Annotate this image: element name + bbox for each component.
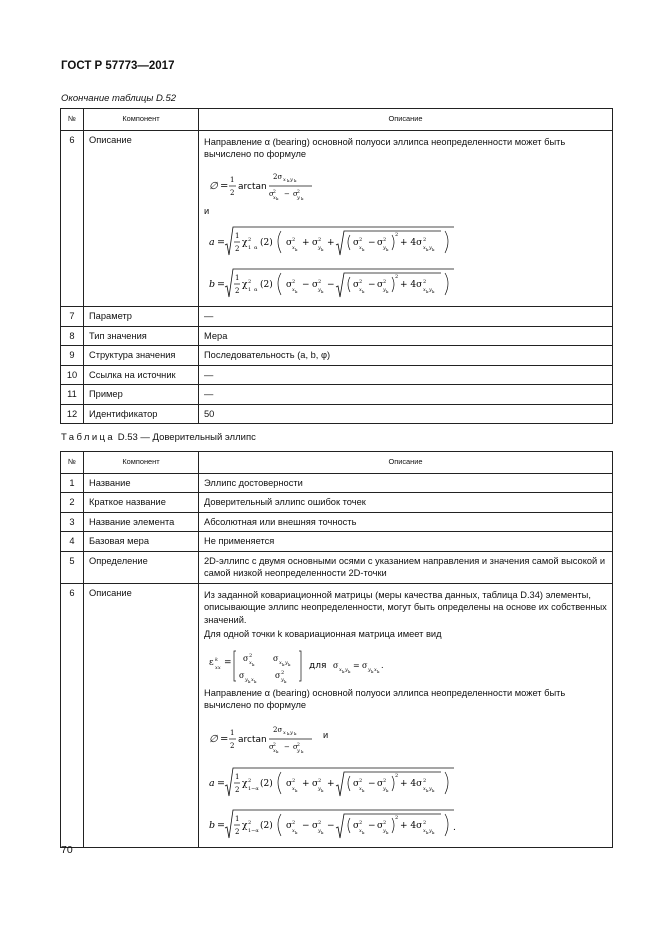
svg-text:k: k	[386, 289, 389, 294]
svg-text:σ: σ	[239, 670, 245, 680]
svg-text:x: x	[249, 659, 252, 666]
svg-text:k: k	[295, 247, 298, 252]
svg-text:k: k	[295, 289, 298, 294]
svg-text:(2): (2)	[260, 820, 273, 831]
svg-text:a: a	[209, 237, 215, 248]
svg-text:k: k	[321, 289, 324, 294]
svg-text:−: −	[327, 820, 335, 831]
svg-text:y: y	[281, 676, 284, 683]
row-number: 1	[61, 473, 84, 493]
svg-text:k: k	[432, 247, 435, 252]
svg-text:x: x	[423, 827, 426, 834]
svg-text:x: x	[374, 666, 377, 673]
svg-text:x: x	[283, 729, 286, 736]
svg-text:x: x	[292, 287, 295, 293]
row-component: Описание	[84, 583, 199, 847]
svg-text:2: 2	[395, 772, 399, 779]
svg-text:−: −	[368, 238, 376, 248]
svg-text:σ: σ	[312, 280, 319, 290]
row-component: Идентификатор	[84, 404, 199, 424]
svg-text:σ: σ	[286, 238, 293, 248]
svg-text:arctan: arctan	[238, 181, 267, 192]
bearing-text: Направление α (bearing) основной полуоси эллипса неопределенности может быть вычислено по формуле	[204, 687, 566, 710]
table2-caption-prefix: Таблица	[61, 432, 116, 443]
table-row	[61, 385, 613, 405]
svg-text:σ: σ	[273, 653, 279, 663]
row-component: Структура значения	[84, 346, 199, 366]
row-component: Пример	[84, 385, 199, 405]
svg-text:y: y	[318, 827, 321, 834]
svg-text:σ: σ	[275, 670, 281, 680]
svg-text:k: k	[432, 289, 435, 294]
row-component: Описание	[84, 130, 199, 307]
header-number: №	[61, 452, 84, 474]
svg-text:y: y	[245, 676, 248, 683]
svg-text:y: y	[345, 666, 348, 673]
svg-text:y: y	[429, 287, 432, 293]
row-number: 9	[61, 346, 84, 366]
table2-caption-title: D.53 — Доверительный эллипс	[115, 432, 256, 443]
svg-text:y: y	[318, 287, 321, 293]
table-header-row	[61, 452, 613, 474]
row-number: 3	[61, 512, 84, 532]
row-component: Тип значения	[84, 326, 199, 346]
row-description: Эллипс достоверности	[199, 473, 613, 493]
svg-text:y: y	[383, 245, 386, 251]
svg-text:σ: σ	[362, 660, 368, 670]
svg-text:σ: σ	[353, 778, 360, 789]
row-description: 2D-эллипс с двумя основными осями с указанием направления и значения самой высокой и самой низкой неопределенности 2D-точки	[199, 551, 613, 583]
row-component: Ссылка на источник	[84, 365, 199, 385]
svg-text:2: 2	[359, 819, 363, 826]
svg-text:σ: σ	[269, 742, 274, 751]
svg-text:2: 2	[318, 777, 322, 784]
svg-text:σ: σ	[293, 742, 298, 751]
svg-text:=: =	[217, 279, 225, 290]
svg-text:∅: ∅	[209, 180, 218, 192]
svg-text:2: 2	[235, 245, 240, 253]
svg-text:σ: σ	[286, 778, 293, 789]
row-number: 10	[61, 365, 84, 385]
semi-axis-b-formula	[209, 806, 459, 842]
standard-header: ГОСТ Р 57773—2017	[61, 60, 175, 72]
svg-text:+: +	[302, 238, 310, 248]
svg-text:2: 2	[359, 777, 363, 784]
table-row	[61, 532, 613, 552]
svg-text:−: −	[368, 820, 376, 831]
svg-text:σ: σ	[333, 660, 339, 670]
row-description: 50	[199, 404, 613, 424]
svg-text:k: k	[294, 177, 297, 183]
svg-text:σ: σ	[286, 280, 293, 290]
svg-text:2: 2	[395, 232, 399, 238]
row-component: Название	[84, 473, 199, 493]
svg-text:−: −	[302, 820, 310, 831]
svg-text:2: 2	[318, 279, 322, 285]
semi-axis-a-formula	[209, 764, 459, 800]
svg-text:χ: χ	[242, 238, 248, 248]
svg-text:x: x	[292, 245, 295, 251]
svg-text:σ: σ	[377, 238, 384, 248]
svg-text:y: y	[429, 785, 432, 792]
svg-text:−: −	[327, 280, 335, 290]
svg-text:2: 2	[395, 814, 399, 821]
svg-text:α: α	[254, 245, 258, 251]
svg-text:k: k	[342, 668, 345, 674]
svg-text:σ: σ	[293, 189, 298, 198]
svg-text:b: b	[209, 279, 216, 290]
table-row	[61, 473, 613, 493]
and-text: и	[323, 730, 329, 741]
svg-text:k: k	[295, 787, 298, 793]
svg-text:+ 4σ: + 4σ	[400, 280, 423, 290]
svg-text:arctan: arctan	[238, 734, 267, 745]
svg-text:1: 1	[230, 728, 235, 737]
row-number: 4	[61, 532, 84, 552]
svg-text:2: 2	[359, 279, 363, 285]
svg-text:1: 1	[235, 772, 240, 781]
svg-text:−: −	[284, 189, 290, 198]
svg-text:k: k	[301, 195, 304, 201]
svg-text:k: k	[371, 668, 374, 674]
row-description: —	[199, 365, 613, 385]
svg-text:2: 2	[383, 237, 387, 243]
svg-text:y: y	[318, 785, 321, 792]
svg-text:σ: σ	[269, 189, 274, 198]
svg-text:k: k	[426, 247, 429, 252]
svg-text:k: k	[321, 787, 324, 793]
row-component: Параметр	[84, 307, 199, 327]
covariance-intro-text: Для одной точки k ковариационная матрица имеет вид	[204, 629, 442, 639]
svg-text:b: b	[209, 819, 216, 831]
svg-text:χ: χ	[242, 778, 248, 789]
svg-text:k: k	[362, 787, 365, 793]
svg-text:2: 2	[383, 279, 387, 285]
row-component: Базовая мера	[84, 532, 199, 552]
svg-text:k: k	[295, 829, 298, 835]
svg-text:y: y	[297, 194, 300, 201]
semi-axis-b-formula	[209, 265, 459, 301]
and-text: и	[204, 205, 210, 216]
svg-text:2: 2	[318, 819, 322, 826]
svg-text:x: x	[279, 659, 282, 666]
description-text: Направление α (bearing) основной полуоси эллипса неопределенности может быть вычислено по формуле	[204, 136, 566, 159]
description-text: Из заданной ковариационной матрицы (меры качества данных, таблица D.34) элементы, описывающие эллипс неопределенности, могут быть определены на основе их собственных значений.	[204, 589, 607, 625]
svg-text:y: y	[383, 827, 386, 834]
svg-text:−: −	[284, 742, 290, 751]
svg-text:=: =	[217, 819, 225, 831]
svg-text:y: y	[297, 747, 300, 754]
header-description: Описание	[199, 452, 613, 474]
svg-text:(2): (2)	[260, 778, 273, 789]
svg-text:x: x	[292, 827, 295, 834]
table-row	[61, 130, 613, 307]
svg-text:1−α: 1−α	[248, 785, 259, 792]
svg-text:2: 2	[292, 777, 296, 784]
row-description: —	[199, 385, 613, 405]
svg-text:σ: σ	[286, 820, 293, 831]
svg-text:2: 2	[423, 819, 427, 826]
svg-text:k: k	[426, 829, 429, 835]
svg-text:σ: σ	[377, 280, 384, 290]
row-number: 7	[61, 307, 84, 327]
svg-text:(2): (2)	[260, 238, 273, 248]
svg-text:∅: ∅	[209, 733, 218, 745]
svg-text:y: y	[285, 659, 288, 666]
svg-text:ε: ε	[209, 657, 214, 668]
svg-text:y: y	[383, 287, 386, 293]
row-description	[199, 583, 613, 847]
svg-text:α: α	[254, 287, 258, 293]
table-row	[61, 307, 613, 327]
table2-caption	[61, 432, 256, 443]
row-component: Краткое название	[84, 493, 199, 513]
svg-text:σ: σ	[312, 820, 319, 831]
svg-text:−: −	[302, 280, 310, 290]
svg-text:k: k	[288, 661, 291, 667]
svg-text:2: 2	[281, 669, 285, 676]
svg-text:k: k	[284, 678, 287, 684]
svg-text:x: x	[423, 287, 426, 293]
svg-text:k: k	[362, 247, 365, 252]
svg-text:−: −	[368, 778, 376, 789]
table-header-row	[61, 109, 613, 131]
svg-text:x: x	[251, 676, 254, 683]
svg-text:x: x	[339, 666, 342, 673]
svg-text:k: k	[276, 748, 279, 754]
svg-text:y: y	[290, 729, 293, 736]
svg-text:для: для	[309, 660, 327, 671]
header-component: Компонент	[84, 452, 199, 474]
svg-text:k: k	[294, 730, 297, 736]
table-row	[61, 404, 613, 424]
svg-text:k: k	[362, 289, 365, 294]
svg-text:=: =	[220, 180, 229, 192]
svg-text:k: k	[301, 748, 304, 754]
svg-text:2: 2	[359, 237, 363, 243]
svg-text:2: 2	[297, 742, 300, 748]
svg-text:k: k	[287, 177, 290, 183]
svg-text:k: k	[348, 668, 351, 674]
svg-text:2: 2	[297, 189, 300, 195]
svg-text:k: k	[287, 730, 290, 736]
svg-text:y: y	[290, 176, 293, 183]
svg-text:k: k	[362, 829, 365, 835]
svg-text:x: x	[423, 245, 426, 251]
table1-caption: Окончание таблицы D.52	[61, 93, 177, 104]
table-row	[61, 551, 613, 583]
row-component: Название элемента	[84, 512, 199, 532]
svg-text:k: k	[248, 678, 251, 684]
svg-text:2: 2	[235, 287, 240, 295]
row-description: Абсолютная или внешняя точность	[199, 512, 613, 532]
row-description: Доверительный эллипс ошибок точек	[199, 493, 613, 513]
svg-text:1: 1	[248, 287, 252, 293]
svg-text:k: k	[386, 829, 389, 835]
svg-text:x: x	[359, 287, 362, 293]
svg-text:σ: σ	[377, 778, 384, 789]
svg-text:2: 2	[395, 274, 399, 280]
svg-text:x: x	[423, 785, 426, 792]
svg-text:=: =	[217, 777, 225, 789]
svg-text:2: 2	[230, 188, 235, 197]
row-description	[199, 130, 613, 307]
svg-text:x: x	[273, 747, 276, 754]
svg-text:k: k	[432, 787, 435, 793]
svg-text:=: =	[217, 237, 225, 248]
svg-text:2: 2	[248, 819, 252, 826]
svg-text:+: +	[327, 238, 335, 248]
svg-text:χ: χ	[242, 280, 248, 290]
svg-text:k: k	[321, 247, 324, 252]
svg-text:+ 4σ: + 4σ	[400, 778, 423, 789]
table-row	[61, 583, 613, 847]
svg-text:k: k	[386, 787, 389, 793]
svg-text:1−α: 1−α	[248, 827, 259, 834]
semi-axis-a-formula	[209, 223, 459, 259]
svg-text:x: x	[273, 194, 276, 201]
svg-text:2: 2	[248, 279, 252, 285]
svg-text:x: x	[359, 827, 362, 834]
svg-text:k: k	[252, 661, 255, 667]
row-description: Последовательность (a, b, φ)	[199, 346, 613, 366]
svg-text:2: 2	[383, 777, 387, 784]
svg-text:.: .	[453, 822, 456, 833]
svg-text:1: 1	[248, 245, 252, 251]
table-d52-end	[60, 108, 613, 424]
row-number: 6	[61, 130, 84, 307]
svg-text:1: 1	[235, 232, 240, 240]
svg-text:.: .	[381, 660, 384, 670]
svg-text:1: 1	[235, 814, 240, 823]
svg-text:k: k	[276, 195, 279, 201]
svg-text:k: k	[426, 289, 429, 294]
svg-text:k: k	[282, 661, 285, 667]
svg-text:k: k	[386, 247, 389, 252]
svg-text:=: =	[353, 660, 360, 670]
row-number: 11	[61, 385, 84, 405]
svg-text:σ: σ	[353, 280, 360, 290]
svg-text:=: =	[220, 733, 229, 745]
svg-text:2σ: 2σ	[273, 725, 283, 734]
svg-text:2: 2	[230, 741, 235, 750]
svg-text:k: k	[432, 829, 435, 835]
svg-text:2: 2	[292, 279, 296, 285]
svg-text:x: x	[283, 176, 286, 183]
svg-text:2: 2	[423, 777, 427, 784]
row-number: 8	[61, 326, 84, 346]
table-row	[61, 512, 613, 532]
svg-text:σ: σ	[243, 653, 249, 663]
svg-text:k: k	[254, 678, 257, 684]
table-row	[61, 365, 613, 385]
header-number: №	[61, 109, 84, 131]
row-number: 2	[61, 493, 84, 513]
svg-text:a: a	[209, 777, 215, 789]
svg-text:+: +	[327, 778, 335, 789]
row-description: Не применяется	[199, 532, 613, 552]
covariance-matrix-formula	[209, 647, 409, 685]
svg-text:+ 4σ: + 4σ	[400, 820, 423, 831]
svg-text:2: 2	[292, 819, 296, 826]
row-description: —	[199, 307, 613, 327]
row-number: 12	[61, 404, 84, 424]
page-number: 70	[61, 844, 73, 856]
header-description: Описание	[199, 109, 613, 131]
svg-text:2: 2	[423, 237, 427, 243]
svg-text:2: 2	[383, 819, 387, 826]
svg-text:2: 2	[249, 652, 253, 659]
svg-text:+: +	[302, 778, 310, 789]
svg-text:2: 2	[273, 742, 276, 748]
svg-text:2: 2	[273, 189, 276, 195]
svg-text:x: x	[292, 785, 295, 792]
row-component: Определение	[84, 551, 199, 583]
svg-text:2: 2	[292, 237, 296, 243]
row-number: 6	[61, 583, 84, 847]
table-d53-confidence-ellipse	[60, 451, 613, 848]
svg-text:2σ: 2σ	[273, 172, 283, 181]
bearing-formula	[209, 167, 329, 203]
svg-text:σ: σ	[353, 820, 360, 831]
svg-text:σ: σ	[377, 820, 384, 831]
svg-text:k: k	[426, 787, 429, 793]
svg-text:xx: xx	[215, 664, 221, 671]
svg-text:σ: σ	[312, 778, 319, 789]
svg-text:2: 2	[235, 785, 240, 794]
svg-text:σ: σ	[312, 238, 319, 248]
svg-text:2: 2	[235, 827, 240, 836]
svg-text:σ: σ	[353, 238, 360, 248]
svg-text:+ 4σ: + 4σ	[400, 238, 423, 248]
svg-text:y: y	[368, 666, 371, 673]
svg-text:x: x	[359, 245, 362, 251]
table-row	[61, 326, 613, 346]
svg-text:2: 2	[423, 279, 427, 285]
bearing-formula-line	[204, 714, 607, 758]
svg-text:2: 2	[318, 237, 322, 243]
svg-text:y: y	[429, 245, 432, 251]
svg-text:x: x	[359, 785, 362, 792]
svg-text:1: 1	[235, 274, 240, 282]
header-component: Компонент	[84, 109, 199, 131]
table-row	[61, 493, 613, 513]
bearing-formula	[209, 720, 319, 756]
row-number: 5	[61, 551, 84, 583]
svg-text:y: y	[383, 785, 386, 792]
svg-text:k: k	[377, 668, 380, 674]
svg-text:y: y	[429, 827, 432, 834]
svg-text:(2): (2)	[260, 280, 273, 290]
svg-text:k: k	[321, 829, 324, 835]
table-row	[61, 346, 613, 366]
svg-text:y: y	[318, 245, 321, 251]
svg-text:χ: χ	[242, 820, 248, 831]
svg-text:2: 2	[248, 237, 252, 243]
svg-text:1: 1	[230, 175, 235, 184]
svg-text:2: 2	[248, 777, 252, 784]
svg-text:−: −	[368, 280, 376, 290]
svg-text:=: =	[224, 657, 232, 668]
svg-text:k: k	[215, 656, 219, 663]
row-description: Мера	[199, 326, 613, 346]
